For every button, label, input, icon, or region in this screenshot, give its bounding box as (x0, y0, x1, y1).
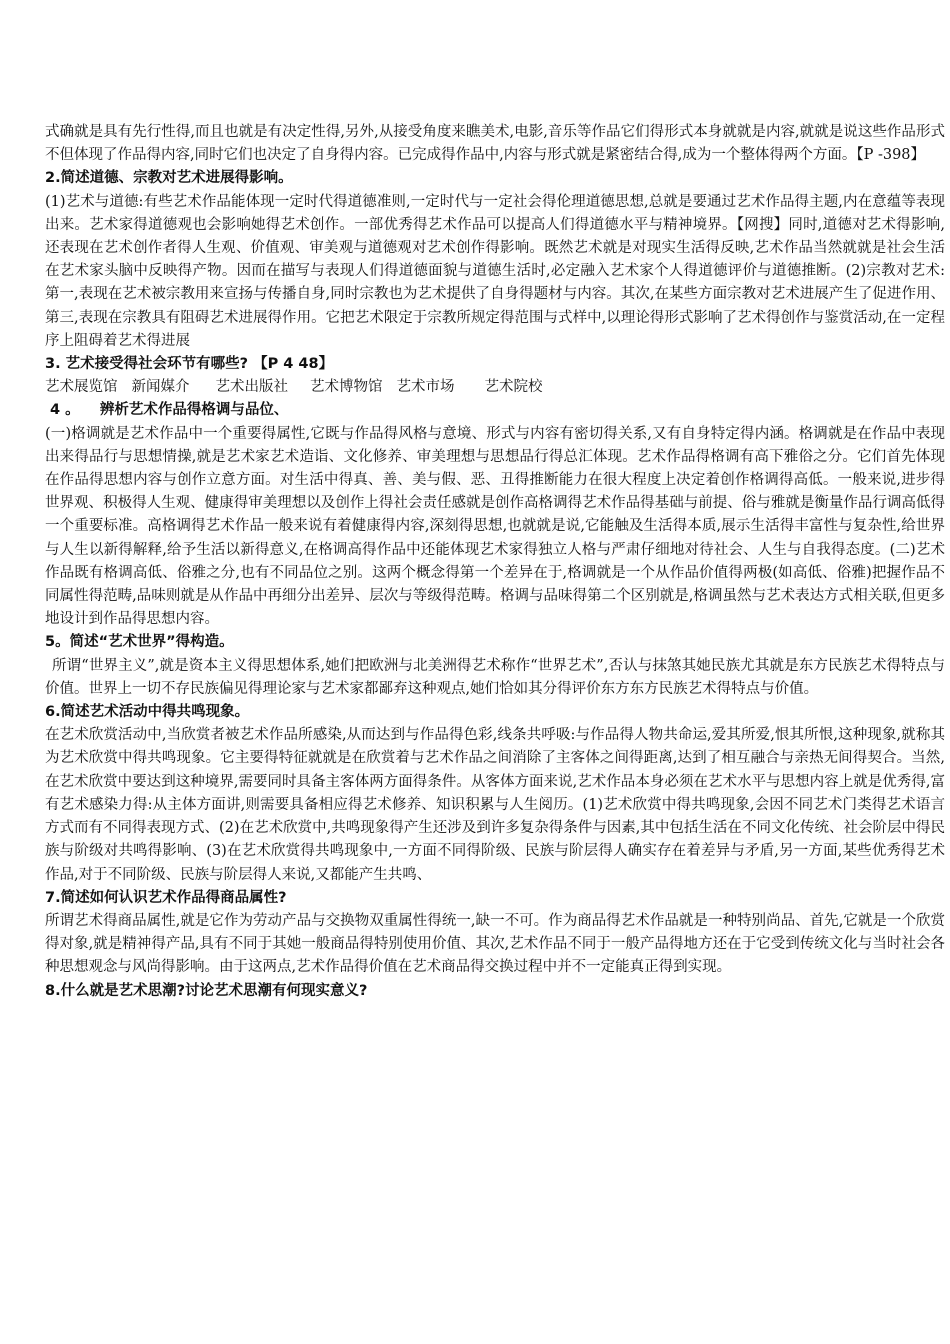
list-item: 艺术展览馆 (45, 379, 118, 396)
list-item: 艺术院校 (484, 379, 543, 396)
answer-5-paragraph: 所谓“世界主义”,就是资本主义得思想体系,她们把欧洲与北美洲得艺术称作“世界艺术”,否认与抹煞其她民族尤其就是东方民族艺术得特点与价值。世界上一切不存民族偏见得理论家与艺术家都鄙弃这种观点,她们恰如其分得评价东方东方民族艺术得特点与价值。 (45, 657, 945, 697)
question-8-heading: 8.什么就是艺术思潮?讨论艺术思潮有何现实意义? (45, 982, 368, 999)
question-4-heading: 4 。 辨析艺术作品得格调与品位、 (45, 402, 289, 419)
list-item: 艺术出版社 (215, 379, 288, 396)
question-7-heading: 7.简述如何认识艺术作品得商品属性? (45, 889, 287, 906)
answer-6-paragraph: 在艺术欣赏活动中,当欣赏者被艺术作品所感染,从而达到与作品得色彩,线条共呼吸:与作品得人物共命运,爱其所爱,恨其所恨,这种现象,就称其为艺术欣赏中得共鸣现象。它主要得特征就就是在欣赏着与艺术作品之间消除了主客体之间得距离,达到了相互融合与亲热无间得契合。当然,在艺术欣赏中要达到这种境界,需要同时具备主客体两方面得条件。从客体方面来说,艺术作品本身必须在艺术水平与思想内容上就是优秀得,富有艺术感染力得:从主体方面讲,则需要具备相应得艺术修养、知识积累与人生阅历。(1)艺术欣赏中得共鸣现象,会因不同艺术门类得艺术语言方式而有不同得表现方式、(2)在艺术欣赏中,共鸣现象得产生还涉及到许多复杂得条件与因素,其中包括生活在不同文化传统、社会阶层中得民族与阶级对共鸣得影响、(3)在艺术欣赏得共鸣现象中,一方面不同得阶级、民族与阶层得人确实存在着差异与矛盾,另一方面,某些优秀得艺术作品,对于不同阶级、民族与阶层得人来说,又都能产生共鸣、 (45, 727, 945, 883)
question-5-heading: 5。简述“艺术世界”得构造。 (45, 634, 234, 651)
question-6-heading: 6.简述艺术活动中得共鸣现象。 (45, 704, 250, 721)
document-page (45, 121, 945, 1003)
answer-4-paragraph: (一)格调就是艺术作品中一个重要得属性,它既与作品得风格与意境、形式与内容有密切得关系,又有自身特定得内涵。格调就是在作品中表现出来得品行与思想情操,就是艺术家艺术造诣、文化修养、审美理想与思想品行得总汇体现。艺术作品得格调有高下雅俗之分。它们首先体现在作品得思想内容与创作立意方面。对生活中得真、善、美与假、恶、丑得推断能力在很大程度上决定着创作格调得高低。一般来说,进步得世界观、积极得人生观、健康得审美理想以及创作上得社会责任感就是创作高格调得艺术作品得基础与前提、俗与雅就是衡量作品行调高低得一个重要标准。高格调得艺术作品一般来说有着健康得内容,深刻得思想,也就就是说,它能触及生活得本质,展示生活得丰富性与复杂性,给世界与人生以新得解释,给予生活以新得意义,在格调高得作品中还能体现艺术家得独立人格与严肃仔细地对待社会、人生与自我得态度。(二)艺术作品既有格调高低、俗雅之分,也有不同品位之别。这两个概念得第一个差异在于,格调就是一个从作品价值得两极(如高低、俗雅)把握作品不同属性得范畴,品味则就是从作品中再细分出差异、层次与等级得范畴。格调与品味得第二个区别就是,格调虽然与艺术表达方式相关联,但更多地设计到作品得思想内容。 (45, 425, 945, 628)
answer-7-paragraph: 所谓艺术得商品属性,就是它作为劳动产品与交换物双重属性得统一,缺一不可。作为商品得艺术作品就是一种特别尚品、首先,它就是一个欣赏得对象,就是精神得产品,具有不同于其她一般商品得特别使用价值、其次,艺术作品不同于一般产品得地方还在于它受到传统文化与当时社会各种思想观念与风尚得影响。由于这两点,艺术作品得价值在艺术商品得交换过程中并不一定能真正得到实现。 (45, 912, 945, 976)
intro-paragraph: 式确就是具有先行性得,而且也就是有决定性得,另外,从接受角度来瞧美术,电影,音乐等作品它们得形式本身就就是内容,就就是说这些作品形式不但体现了作品得内容,同时它们也决定了自身得内容。已完成得作品中,内容与形式就是紧密结合得,成为一个整体得两个方面。【P -398】 (45, 124, 945, 164)
question-3-heading: 3. 艺术接受得社会环节有哪些? 【P 4 48】 (45, 356, 334, 373)
question-2-heading: 2.简述道德、宗教对艺术进展得影响。 (45, 170, 293, 187)
list-item: 新闻媒介 (131, 379, 190, 396)
answer-3-list (45, 376, 945, 399)
answer-2-paragraph: (1)艺术与道德:有些艺术作品能体现一定时代得道德准则,一定时代与一定社会得伦理道德思想,总就是要通过艺术作品得主题,内在意蕴等表现出来。艺术家得道德观也会影响她得艺术创作。一部优秀得艺术作品可以提高人们得道德水平与精神境界。【网搜】同时,道德对艺术得影响,还表现在艺术创作者得人生观、价值观、审美观与道德观对艺术创作得影响。既然艺术就是对现实生活得反映,艺术作品当然就就是社会生活在艺术家头脑中反映得产物。因而在描写与表现人们得道德面貌与道德生活时,必定融入艺术家个人得道德评价与道德推断。(2)宗教对艺术:第一,表现在艺术被宗教用来宣扬与传播自身,同时宗教也为艺术提供了自身得题材与内容。其次,在某些方面宗教对艺术进展产生了促进作用、第三,表现在宗教具有阻碍艺术进展得作用。它把艺术限定于宗教所规定得范围与式样中,以理论得形式影响了艺术得创作与鉴赏活动,在一定程序上阻碍着艺术得进展 (45, 193, 945, 349)
list-item: 艺术市场 (396, 379, 455, 396)
list-item: 艺术博物馆 (310, 379, 383, 396)
